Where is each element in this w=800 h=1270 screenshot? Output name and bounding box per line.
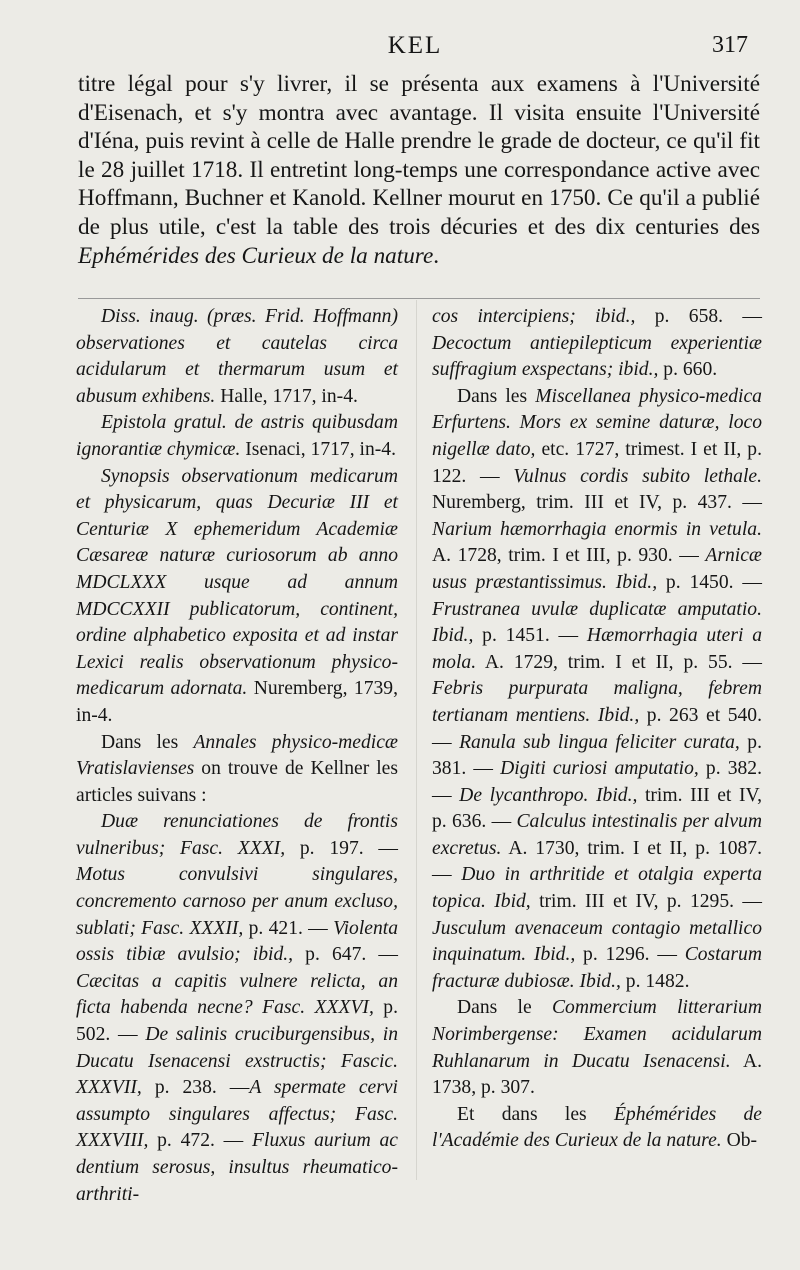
entry-text: A. 1728, trim. I et III, p. 930. — — [432, 545, 706, 567]
entry-title: Calculus intestinalis per alvum excretus. — [432, 811, 762, 859]
entry-text: p. 658. — — [635, 306, 762, 327]
bib-entry — [76, 809, 398, 1208]
entry-title: Febris purpurata maligna, febrem tertianam mentiens. Ibid., — [432, 678, 762, 726]
entry-text: A. 1738, p. 307. — [432, 1050, 762, 1099]
entry-title: Narium hæmorrhagia enormis in vetula. — [432, 518, 762, 540]
entry-title: Costarum fracturæ dubiosæ. Ibid., — [432, 944, 762, 992]
entry-title: Motus convulsivi singulares, concremento carnoso per anum excluso, sublati; Fasc. XXXII, — [76, 864, 398, 939]
entry-title: Duo in arthritide et otalgia experta topica. Ibid, — [432, 864, 762, 913]
intro-text-part: titre légal pour s'y livrer, il se présenta aux examens à l'Université d'Eisenach, et s'y montra avec avantage. Il visita ensuite l'Université d'Iéna, puis revint à celle de Halle prendre le grade de docteur, ce qu'il fit le 28 juillet 1718. Il entretint long-temps une correspondance active avec Hoffmann, Buchner et Kanold. Kellner mourut en 1750. Ce qu'il a publié de plus utile, c'est la table des trois décuries et des dix centuries des — [78, 71, 760, 240]
entry-imprint: Isenaci, 1717, in-4. — [240, 438, 396, 460]
entry-text: on trouve de Kellner les articles suivans : — [76, 758, 398, 806]
entry-text: Dans les — [457, 385, 536, 407]
entry-title: cos intercipiens; ibid., — [432, 306, 636, 327]
entry-text: trim. III et IV, p. 636. — — [432, 784, 762, 833]
entry-text: p. 238. — — [141, 1077, 250, 1099]
entry-text: p. 647. — — [293, 944, 398, 966]
bibliography-right-column — [432, 304, 762, 1155]
entry-title: Jusculum avenaceum contagio metallico inquinatum. Ibid., — [432, 917, 762, 966]
entry-text: p. 1450. — — [657, 571, 762, 593]
entry-title: Vulnus cordis subito lethale. — [513, 465, 762, 487]
entry-title: Duæ renunciationes de frontis vulneribus; Fasc. XXXI, — [76, 811, 398, 859]
entry-title: Arnicæ usus præstantissimus. Ibid., — [432, 545, 762, 593]
bib-entry — [76, 464, 398, 730]
entry-text: Nuremberg, trim. III et IV, p. 437. — — [432, 492, 762, 514]
entry-title: Fluxus aurium ac dentium serosus, insultus rheumatico-arthriti- — [76, 1130, 399, 1205]
entry-text: Dans le — [457, 997, 552, 1019]
entry-text: p. 472. — — [148, 1130, 253, 1152]
entry-text: p. 660. — [658, 359, 718, 381]
entry-text: etc. 1727, trimest. I et II, p. 122. — — [432, 438, 762, 487]
entry-text: p. 1482. — [620, 970, 690, 992]
entry-title: Miscellanea physico-medica Erfurtens. Mors ex semine daturæ, loco nigellæ dato, — [432, 385, 762, 460]
running-head-title: KEL — [387, 32, 443, 59]
entry-title: Decoctum antiepilepticum experientiæ suffragium exspectans; ibid., — [432, 332, 762, 381]
entry-text: A. 1730, trim. I et II, p. 1087. — — [432, 837, 762, 886]
entry-title: A spermate cervi assumpto singulares affectus; Fasc. XXXVIII, — [76, 1077, 399, 1152]
entry-title: Cæcitas a capitis vulnere relicta, an ficta habenda necne? Fasc. XXXVI, — [76, 970, 398, 1019]
bib-entry — [76, 410, 398, 463]
entry-title: Commercium litterarium Norimbergense: Examen acidularum Ruhlanarum in Ducatu Isenacensi. — [432, 997, 762, 1072]
entry-title: Hæmorrhagia uteri a mola. — [432, 625, 763, 673]
entry-text: trim. III et IV, p. 1295. — — [530, 891, 763, 913]
entry-text: p. 1451. — — [473, 625, 587, 647]
entry-title: De salinis cruciburgensibus, in Ducatu Isenacensi exstructis; Fascic. XXXVII, — [76, 1024, 399, 1099]
entry-title: Violenta ossis tibiæ avulsio; ibid., — [76, 917, 399, 966]
entry-text: Dans les — [101, 731, 194, 753]
bib-entry — [432, 384, 762, 996]
section-rule — [78, 298, 760, 299]
entry-imprint: Nuremberg, 1739, in-4. — [76, 678, 398, 726]
entry-title: Digiti curiosi amputatio, — [500, 758, 699, 780]
entry-title: Epistola gratul. de astris quibusdam ignorantiæ chymicæ. — [76, 412, 398, 460]
bib-entry — [432, 995, 762, 1101]
entry-text: p. 1296. — — [575, 944, 685, 966]
entry-imprint: Halle, 1717, in-4. — [215, 385, 358, 407]
intro-text — [78, 70, 760, 270]
entry-text: p. 263 et 540. — — [432, 704, 762, 753]
entry-title: Synopsis observationum medicarum et physicarum, quas Decuriæ III et Centuriæ X ephemeridum Academiæ Cæsareæ naturæ curiosorum ab anno MDCLXXX usque ad annum MDCCXXII publicatorum, continent, ordine alphabetico exposita et ad instar Lexici realis observationum physico-medicarum adornata. — [76, 465, 398, 700]
entry-title: Éphémérides de l'Académie des Curieux de la nature. — [432, 1103, 763, 1152]
bib-entry — [76, 304, 398, 410]
bib-entry — [432, 304, 762, 384]
entry-text: A. 1729, trim. I et II, p. 55. — — [476, 651, 762, 673]
entry-text: p. 421. — — [243, 917, 334, 939]
entry-text: p. 382. — — [432, 758, 762, 806]
entry-title: Ranula sub lingua feliciter curata, — [459, 731, 740, 753]
running-head — [70, 26, 760, 66]
entry-title: Annales physico-medicæ Vratislavienses — [76, 731, 398, 780]
entry-title: De lycanthropo. Ibid., — [459, 784, 638, 806]
entry-title: Frustranea uvulæ duplicatæ amputatio. Ibid., — [432, 598, 762, 647]
bib-entry — [432, 1102, 762, 1155]
entry-text: Et dans les — [457, 1103, 614, 1125]
intro-italic-part: Ephémérides des Curieux de la nature — [78, 242, 434, 269]
entry-text: p. 381. — — [432, 731, 762, 780]
bib-entry — [76, 730, 398, 810]
page-number: 317 — [712, 32, 748, 58]
entry-text: p. 502. — — [76, 997, 398, 1046]
intro-text-part: . — [433, 242, 440, 269]
bibliography-left-column — [76, 304, 398, 1208]
column-gutter — [416, 300, 417, 1180]
entry-text: Ob- — [721, 1130, 758, 1152]
entry-text: p. 197. — — [285, 837, 398, 859]
intro-paragraph — [78, 70, 760, 270]
entry-title: Diss. inaug. (præs. Frid. Hoffmann) observationes et cautelas circa acidularum et thermarum usum et abusum exhibens. — [76, 306, 398, 407]
